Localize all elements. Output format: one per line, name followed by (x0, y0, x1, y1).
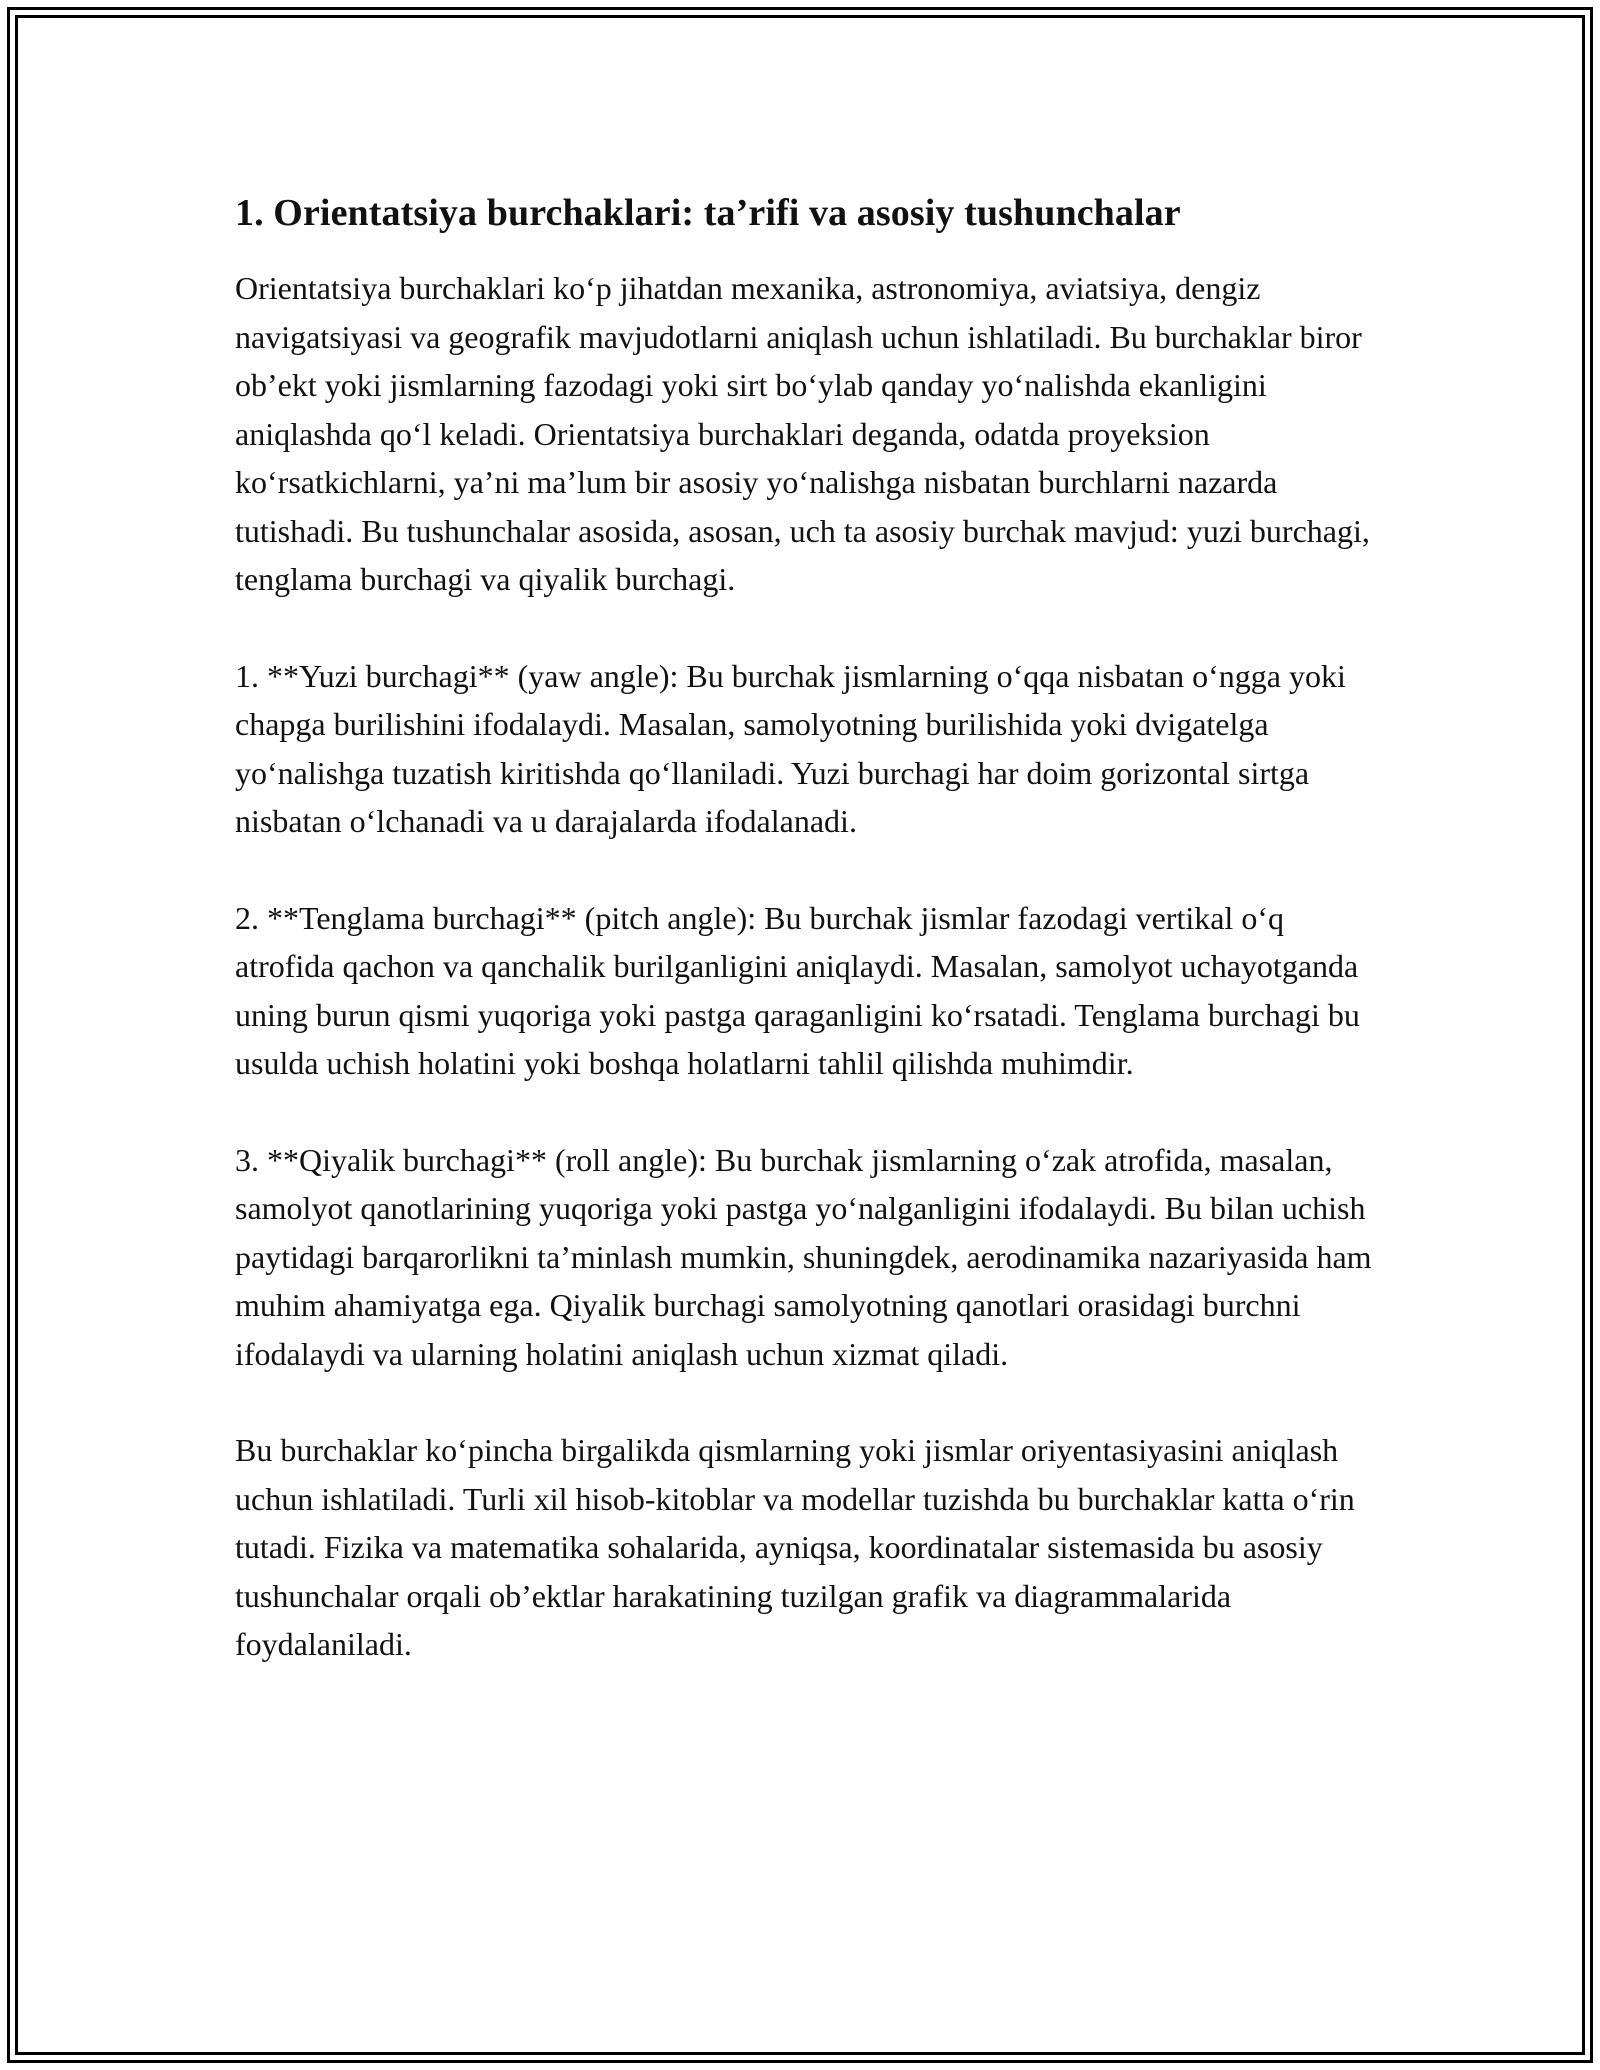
intro-paragraph: Orientatsiya burchaklari ko‘p jihatdan mexanika, astronomiya, aviatsiya, dengiz navigatsiyasi va geografik mavjudotlarni aniqlash uchun ishlatiladi. Bu burchaklar biror ob’ekt yoki jismlarning fazodagi yoki sirt bo‘ylab qanday yo‘nalishda ekanligini aniqlashda qo‘l keladi. Orientatsiya burchaklari deganda, odatda proyeksion ko‘rsatkichlarni, ya’ni ma’lum bir asosiy yo‘nalishga nisbatan burchlarni nazarda tutishadi. Bu tushunchalar asosida, asosan, uch ta asosiy burchak mavjud: yuzi burchagi, tenglama burchagi va qiyalik burchagi. (235, 270, 1370, 597)
yaw-angle-paragraph: 1. **Yuzi burchagi** (yaw angle): Bu burchak jismlarning o‘qqa nisbatan o‘ngga yoki chapga burilishini ifodalaydi. Masalan, samolyotning burilishida yoki dvigatelga yo‘nalishga tuzatish kiritishda qo‘llaniladi. Yuzi burchagi har doim gorizontal sirtga nisbatan o‘lchanadi va u darajalarda ifodalanadi. (235, 657, 1346, 839)
document-body (235, 188, 1385, 1717)
pitch-angle-paragraph: 2. **Tenglama burchagi** (pitch angle): Bu burchak jismlar fazodagi vertikal o‘q atrofida qachon va qanchalik burilganligini aniqlaydi. Masalan, samolyot uchayotganda uning burun qismi yuqoriga yoki pastga qaraganligini ko‘rsatadi. Tenglama burchagi bu usulda uchish holatini yoki boshqa holatlarni tahlil qilishda muhimdir. (235, 899, 1360, 1081)
section-heading: 1. Orientatsiya burchaklari: ta’rifi va asosiy tushunchalar (235, 192, 1181, 234)
conclusion-paragraph: Bu burchaklar ko‘pincha birgalikda qismlarning yoki jismlar oriyentasiyasini aniqlash uchun ishlatiladi. Turli xil hisob-kitoblar va modellar tuzishda bu burchaklar katta o‘rin tutadi. Fizika va matematika sohalarida, ayniqsa, koordinatalar sistemasida bu asosiy tushunchalar orqali ob’ektlar harakatining tuzilgan grafik va diagrammalarida foydalaniladi. (235, 1432, 1355, 1662)
roll-angle-paragraph: 3. **Qiyalik burchagi** (roll angle): Bu burchak jismlarning o‘zak atrofida, masalan, samolyot qanotlarining yuqoriga yoki pastga yo‘nalganligini ifodalaydi. Bu bilan uchish paytidagi barqarorlikni ta’minlash mumkin, shuningdek, aerodinamika nazariyasida ham muhim ahamiyatga ega. Qiyalik burchagi samolyotning qanotlari orasidagi burchni ifodalaydi va ularning holatini aniqlash uchun xizmat qiladi. (235, 1141, 1372, 1372)
